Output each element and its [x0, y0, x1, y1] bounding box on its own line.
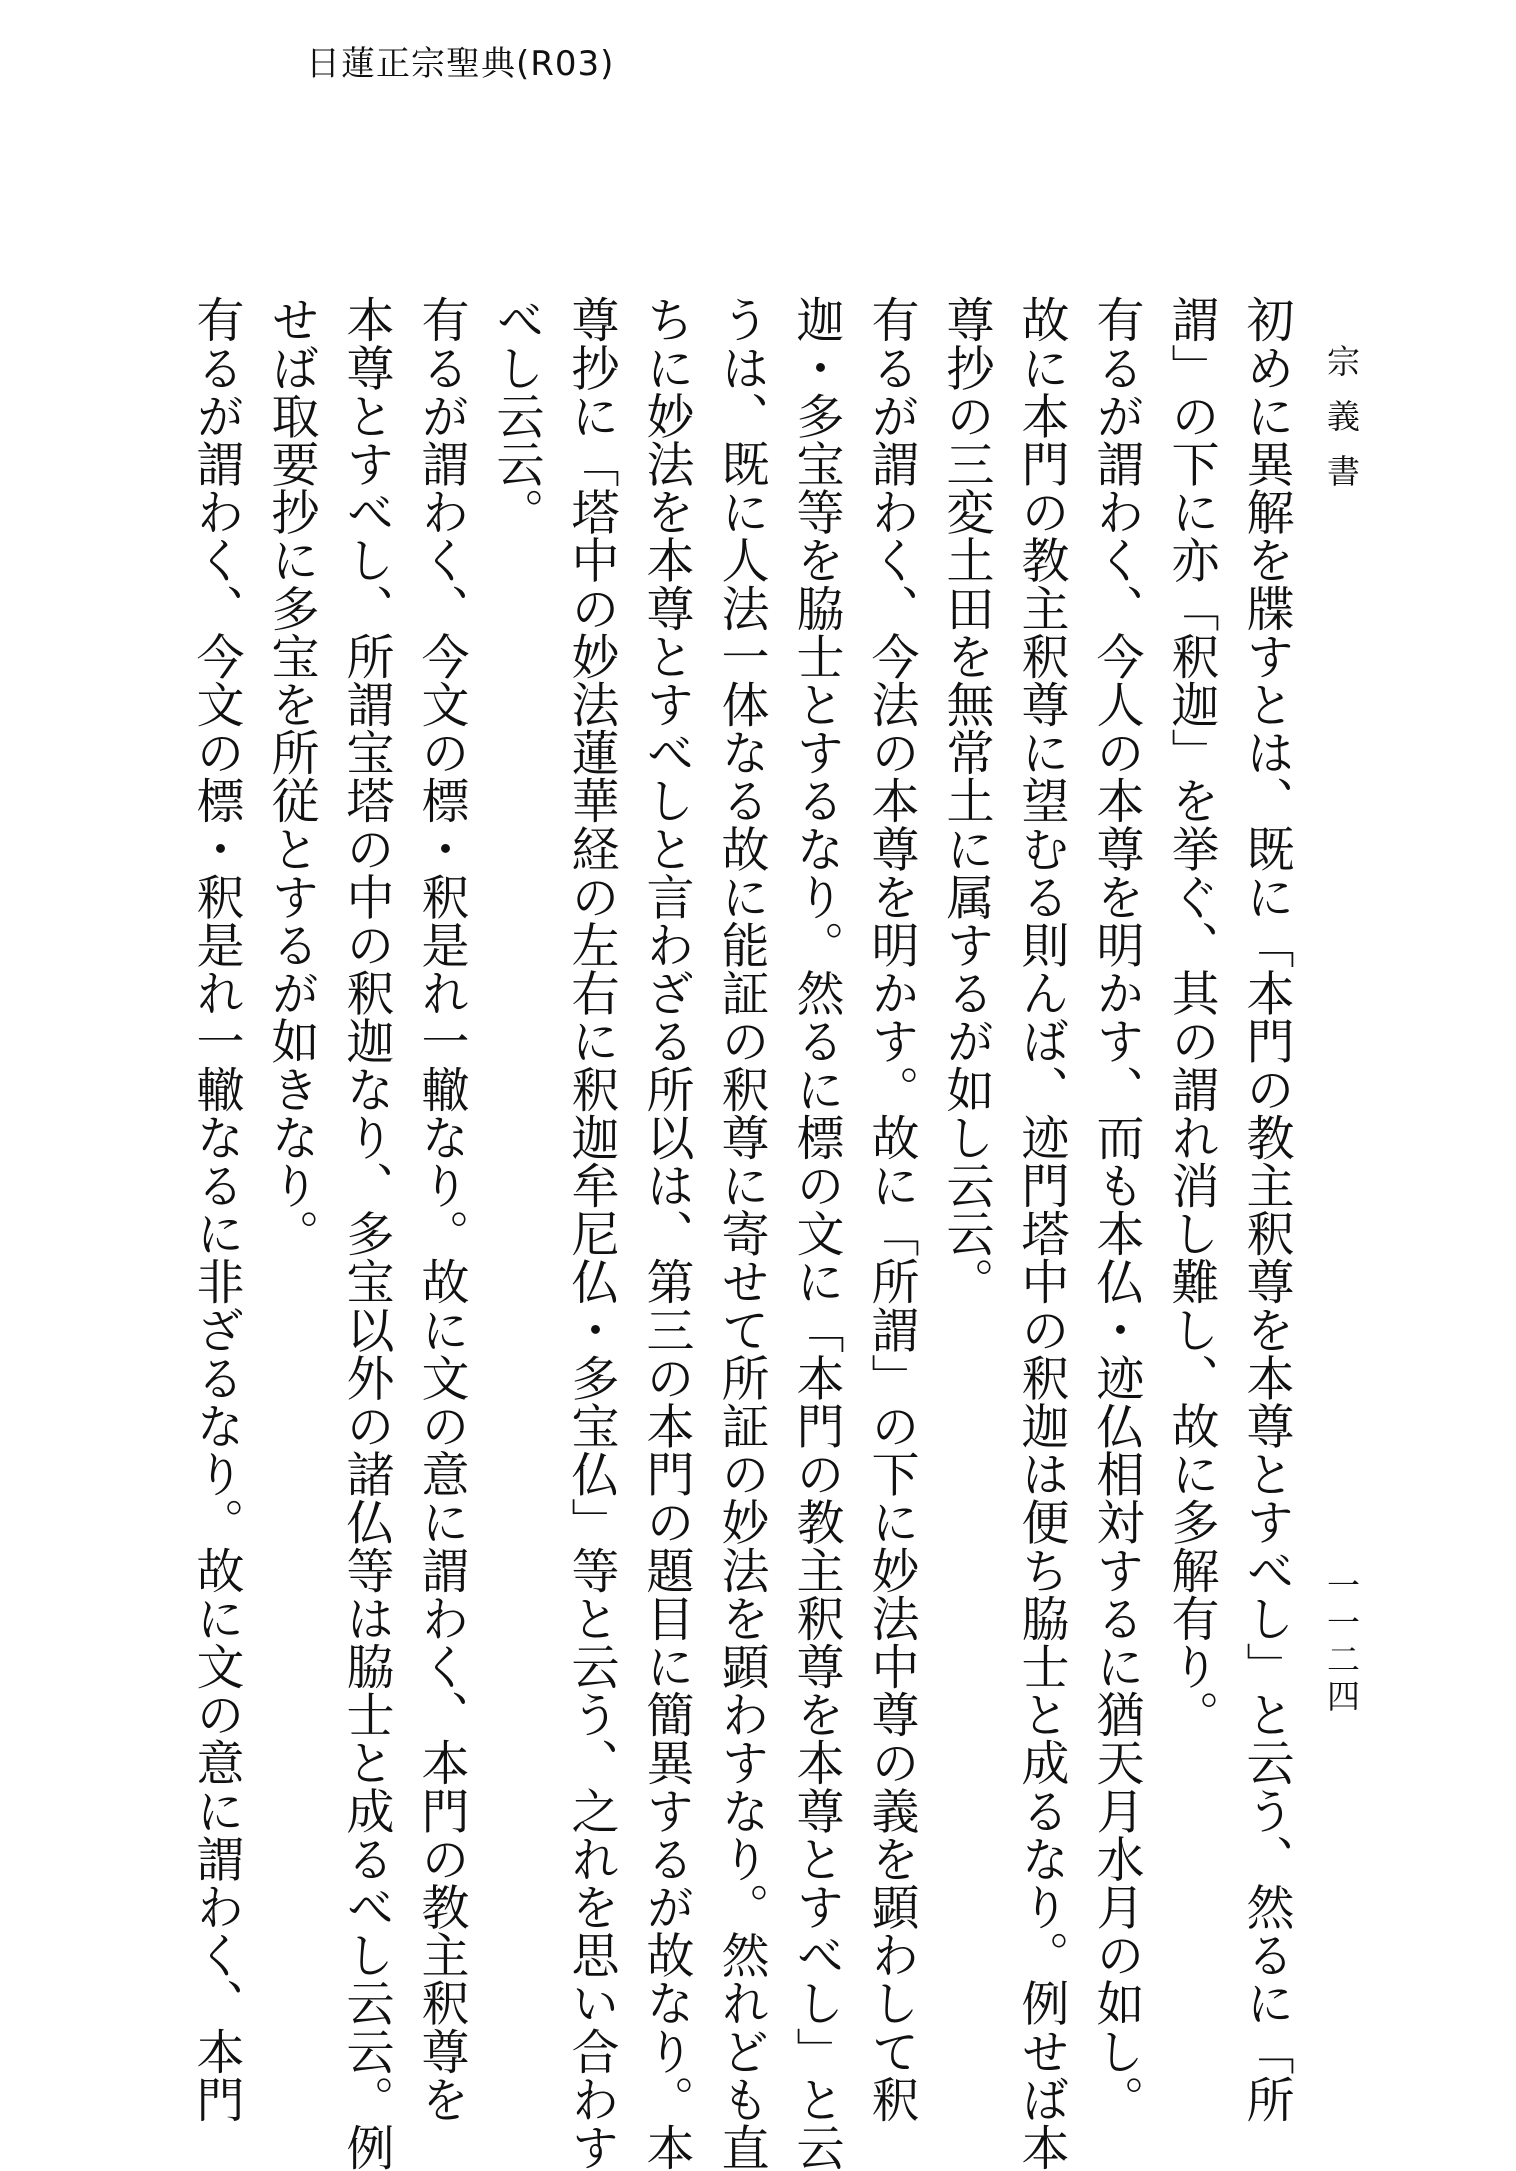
text-line: せば取要抄に多宝を所従とするが如きなり。 [263, 295, 319, 1257]
body-text [178, 295, 1303, 2171]
text-line: べし云云。 [488, 295, 544, 536]
document-header: 日蓮正宗聖典(R03) [306, 44, 615, 84]
text-line: うは、既に人法一体なる故に能証の釈尊に寄せて所証の妙法を顕わすなり。然れども直 [713, 295, 769, 2171]
text-line: ちに妙法を本尊とすべしと言わざる所以は、第三の本門の題目に簡異するが故なり。本 [638, 295, 694, 2171]
text-line: 有るが謂わく、今文の標・釈是れ一轍なり。故に文の意に謂わく、本門の教主釈尊を [413, 295, 469, 2123]
text-line: 有るが謂わく、今法の本尊を明かす。故に「所謂」の下に妙法中尊の義を顕わして釈 [863, 295, 919, 2123]
page-number: 一一二四 [1322, 1568, 1361, 1716]
text-line: 有るが謂わく、今人の本尊を明かす、而も本仏・迹仏相対するに猶天月水月の如し。 [1088, 295, 1144, 2123]
text-line: 謂」の下に亦「釈迦」を挙ぐ、其の謂れ消し難し、故に多解有り。 [1163, 295, 1219, 1738]
running-title: 宗義書 [1322, 344, 1361, 509]
text-line: 初めに異解を牒すとは、既に「本門の教主釈尊を本尊とすべし」と云う、然るに「所 [1238, 295, 1294, 2123]
text-line: 本尊とすべし、所謂宝塔の中の釈迦なり、多宝以外の諸仏等は脇士と成るべし云云。例 [338, 295, 394, 2171]
text-line: 有るが謂わく、今文の標・釈是れ一轍なるに非ざるなり。故に文の意に謂わく、本門 [188, 295, 244, 2123]
text-line: 尊抄の三変土田を無常土に属するが如し云云。 [938, 295, 994, 1306]
text-line: 尊抄に「塔中の妙法蓮華経の左右に釈迦牟尼仏・多宝仏」等と云う、之れを思い合わす [563, 295, 619, 2171]
text-line: 迦・多宝等を脇士とするなり。然るに標の文に「本門の教主釈尊を本尊とすべし」と云 [788, 295, 844, 2171]
text-line: 故に本門の教主釈尊に望むる則んば、迹門塔中の釈迦は便ち脇士と成るなり。例せば本 [1013, 295, 1069, 2171]
